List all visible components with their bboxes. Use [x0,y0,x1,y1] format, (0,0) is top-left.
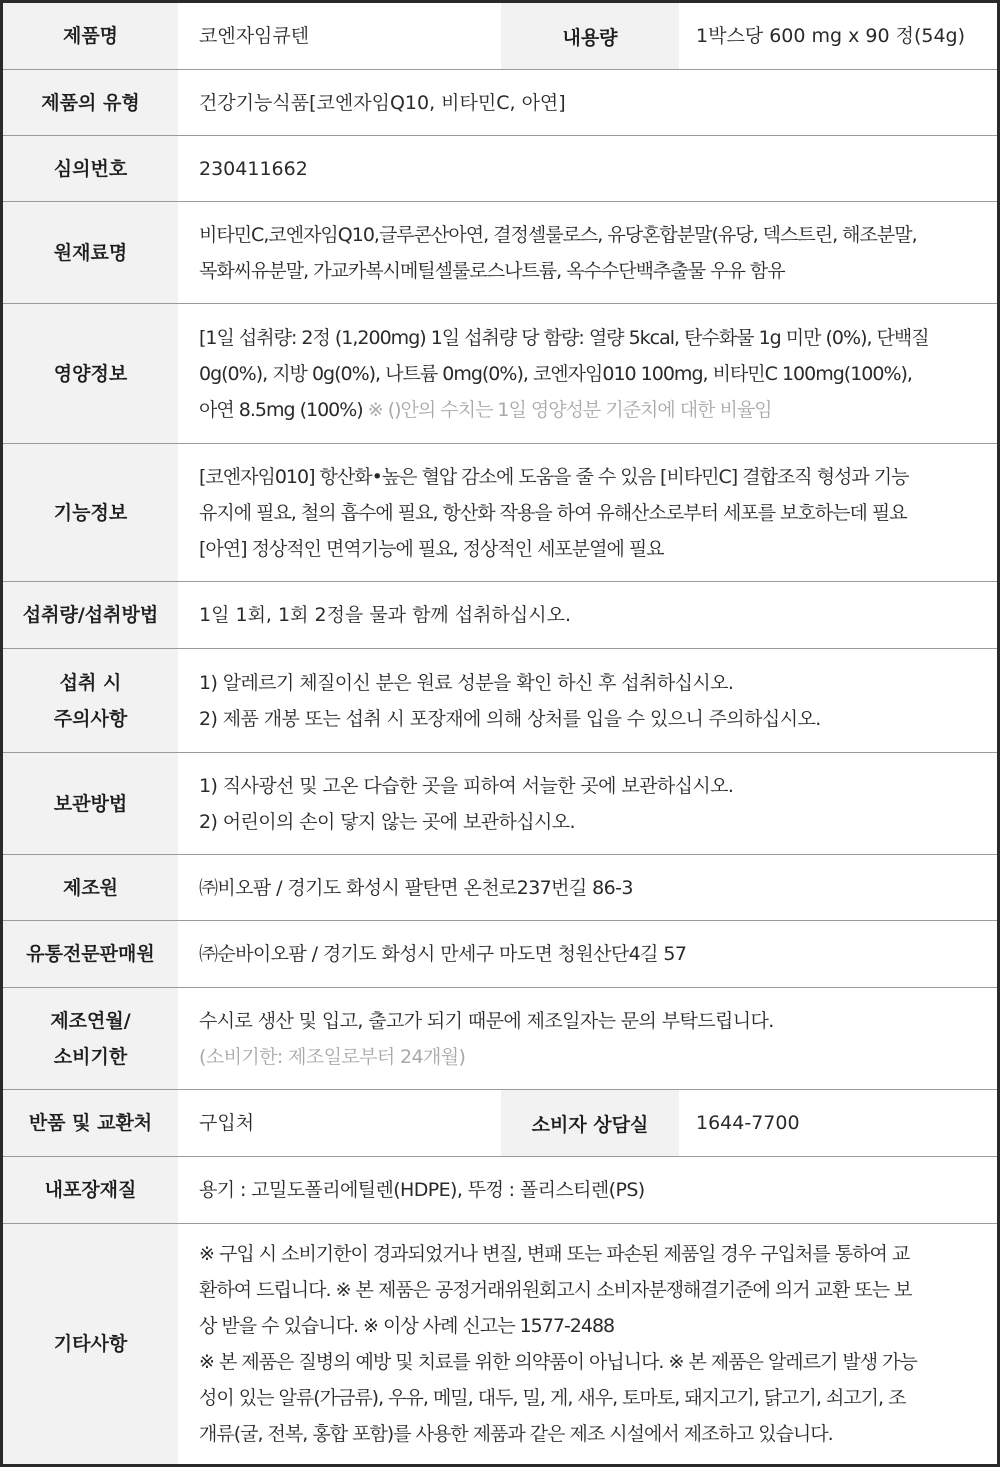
label-returns: 반품 및 교환처 [3,1090,178,1156]
nutrition-line-last [199,392,973,428]
row-product-name [3,3,997,70]
label-caution [3,649,178,752]
row-manufacture-date [3,988,997,1090]
label-manufacturer: 제조원 [3,855,178,920]
etc-line: 환하여 드립니다. ※ 본 제품은 공정거래위원회고시 소비자분쟁해결기준에 의거 교환 또는 보 [199,1279,912,1301]
row-packaging [3,1157,997,1224]
label-nutrition: 영양정보 [3,304,178,443]
label-etc: 기타사항 [3,1224,178,1464]
row-manufacturer [3,855,997,921]
nutrition-note: ※ ()안의 수치는 1일 영양성분 기준치에 대한 비율임 [362,398,772,421]
value-distributor: ㈜순바이오팜 / 경기도 화성시 만세구 마도면 청원산단4길 57 [199,943,687,965]
caution-line: 2) 제품 개봉 또는 섭취 시 포장재에 의해 상처를 입을 수 있으니 주의하십시오. [199,707,821,730]
ingredients-line: 비타민C,코엔자임Q10,글루콘산아연, 결정셀룰로스, 유당혼합분말(유당, 덱스트린, 해조분말, [199,223,917,246]
value-manufacture-date [178,988,997,1089]
row-ingredients [3,202,997,304]
label-manufacture-date-line: 소비기한 [53,1045,128,1068]
label-manufacture-date [3,988,178,1089]
manufacture-date-text: 수시로 생산 및 입고, 출고가 되기 때문에 제조일자는 문의 부탁드립니다. [199,1009,774,1032]
row-caution [3,649,997,753]
label-packaging: 내포장재질 [3,1157,178,1223]
value-intake: 1일 1회, 1회 2정을 물과 함께 섭취하십시오. [199,604,571,626]
function-line: 유지에 필요, 철의 흡수에 필요, 항산화 작용을 하여 유해산소로부터 세포를 보호하는데 필요 [199,501,907,524]
value-returns: 구입처 [199,1112,255,1134]
nutrition-line-text: 아연 8.5mg (100%) [199,398,363,421]
value-storage [178,753,997,854]
label-caution-line: 섭취 시 [59,671,122,694]
etc-line: ※ 본 제품은 질병의 예방 및 치료를 위한 의약품이 아닙니다. ※ 본 제품은 알레르기 발생 가능 [199,1351,917,1373]
label-volume: 내용량 [501,3,679,69]
row-storage [3,753,997,855]
value-manufacturer: ㈜비오팜 / 경기도 화성시 팔탄면 온천로237번길 86-3 [199,876,633,899]
label-manufacture-date-line: 제조연월/ [50,1009,131,1032]
nutrition-line: [1일 섭취량: 2정 (1,200mg) 1일 섭취량 당 함량: 열량 5kcal, 탄수화물 1g 미만 (0%), 단백질 [199,326,929,349]
etc-line: ※ 구입 시 소비기한이 경과되었거나 변질, 변패 또는 파손된 제품일 경우 구입처를 통하여 교 [199,1243,910,1265]
value-ingredients [178,202,997,303]
label-product-name: 제품명 [3,3,178,69]
value-review-number: 230411662 [199,157,308,180]
row-review-number [3,136,997,202]
row-returns [3,1090,997,1157]
etc-line: 개류(굴, 전복, 홍합 포함)를 사용한 제품과 같은 제조 시설에서 제조하고 있습니다. [199,1423,833,1445]
value-etc [178,1224,997,1464]
label-distributor: 유통전문판매원 [3,921,178,987]
ingredients-line: 목화씨유분말, 가교카복시메틸셀룰로스나트륨, 옥수수단백추출물 우유 함유 [199,259,785,282]
row-etc [3,1224,997,1464]
value-consumer-center: 1644-7700 [696,1112,800,1134]
row-intake [3,582,997,649]
function-line: [아연] 정상적인 면역기능에 필요, 정상적인 세포분열에 필요 [199,537,664,560]
row-nutrition [3,304,997,444]
value-volume: 1박스당 600 mg x 90 정(54g) [696,25,966,47]
value-packaging: 용기 : 고밀도폴리에틸렌(HDPE), 뚜껑 : 폴리스티렌(PS) [199,1179,645,1201]
label-ingredients: 원재료명 [3,202,178,303]
etc-line: 상 받을 수 있습니다. ※ 이상 사례 신고는 1577-2488 [199,1315,615,1337]
value-product-name: 코엔자임큐텐 [199,25,310,47]
row-product-type [3,70,997,136]
row-distributor [3,921,997,988]
storage-line: 1) 직사광선 및 고온 다습한 곳을 피하여 서늘한 곳에 보관하십시오. [199,774,734,797]
label-consumer-center: 소비자 상담실 [501,1090,679,1156]
label-caution-line: 주의사항 [53,707,128,730]
value-caution [178,649,997,752]
row-function [3,444,997,582]
expiry-note: (소비기한: 제조일로부터 24개월) [199,1045,466,1068]
storage-line: 2) 어린이의 손이 닿지 않는 곳에 보관하십시오. [199,810,575,833]
etc-line: 성이 있는 알류(가금류), 우유, 메밀, 대두, 밀, 게, 새우, 토마토, 돼지고기, 닭고기, 쇠고기, 조 [199,1387,906,1409]
label-product-type: 제품의 유형 [3,70,178,135]
label-intake: 섭취량/섭취방법 [3,582,178,648]
value-product-type: 건강기능식품[코엔자임Q10, 비타민C, 아연] [199,91,566,114]
label-storage: 보관방법 [3,753,178,854]
value-nutrition [178,304,997,443]
function-line: [코엔자임010] 항산화•높은 혈압 감소에 도움을 줄 수 있음 [비타민C] 결합조직 형성과 기능 [199,465,909,488]
value-function [178,444,997,581]
label-review-number: 심의번호 [3,136,178,201]
caution-line: 1) 알레르기 체질이신 분은 원료 성분을 확인 하신 후 섭취하십시오. [199,671,734,694]
label-function: 기능정보 [3,444,178,581]
nutrition-line: 0g(0%), 지방 0g(0%), 나트륨 0mg(0%), 코엔자임010 100mg, 비타민C 100mg(100%), [199,362,912,385]
